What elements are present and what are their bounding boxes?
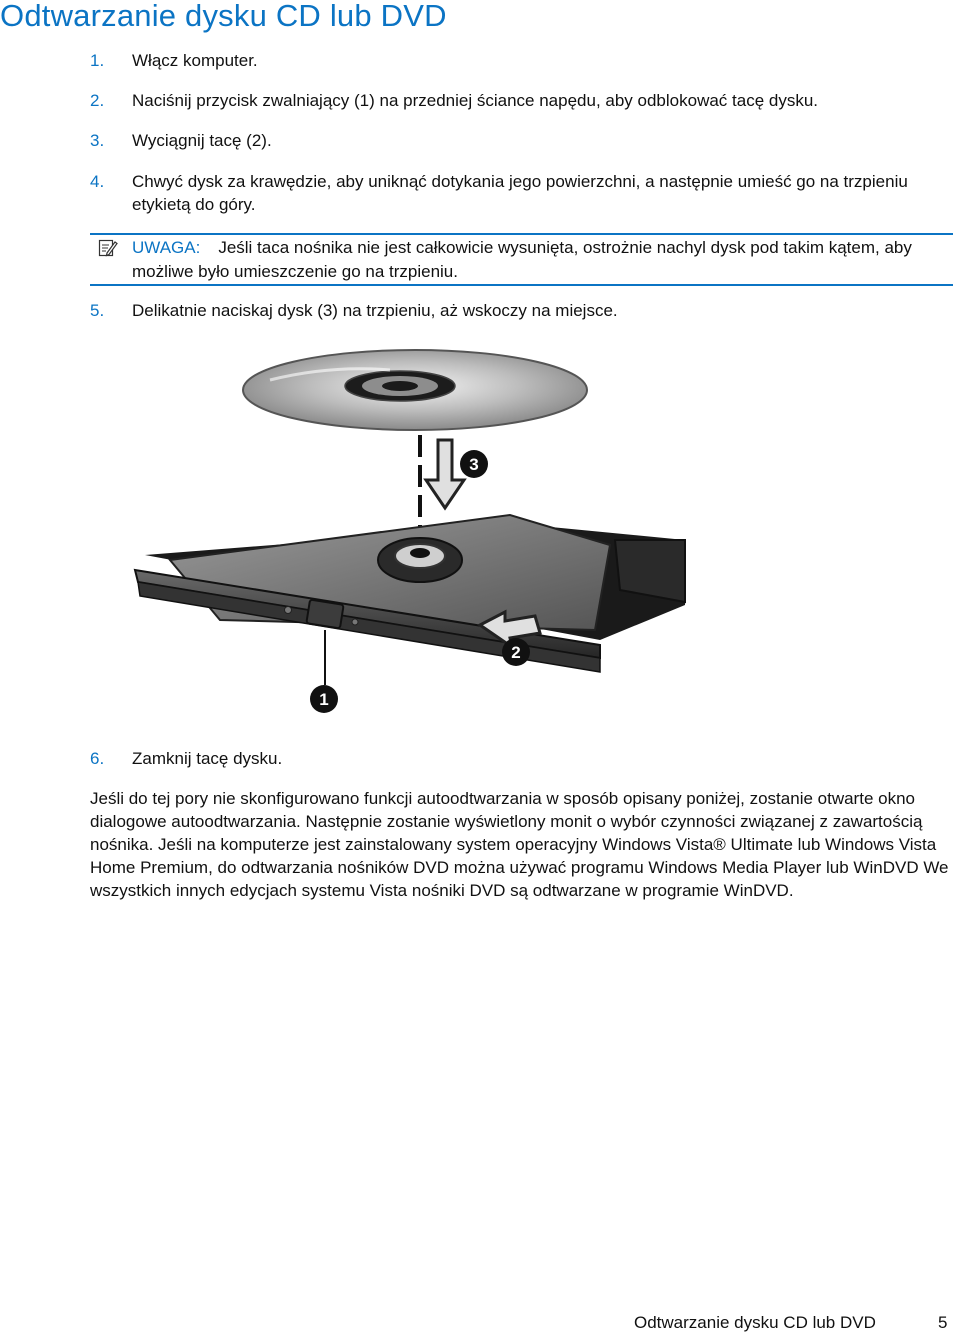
step-number: 1. [90, 51, 105, 70]
step-text: Włącz komputer. [132, 51, 258, 70]
step-4 [90, 170, 952, 216]
step-text: Chwyć dysk za krawędzie, aby uniknąć dotykania jego powierzchni, a następnie umieść go na trzpieniu etykietą do góry. [132, 172, 908, 214]
note-label: UWAGA: [132, 238, 201, 257]
callout-3-label: 3 [469, 455, 479, 474]
step-1 [90, 49, 952, 72]
step-2 [90, 89, 952, 112]
step-number: 5. [90, 301, 105, 320]
footer-section-title: Odtwarzanie dysku CD lub DVD [634, 1313, 876, 1332]
drive-body [135, 515, 685, 672]
callout-2-label: 2 [511, 643, 521, 662]
autoplay-paragraph: Jeśli do tej pory nie skonfigurowano funkcji autoodtwarzania w sposób opisany poniżej, zostanie otwarte okno dialogowe autoodtwarzania. Następnie zostanie wyświetlony monit o wybór czynności związanej z zawartością nośnika. Jeśli na komputerze jest zainstalowany system operacyjny Windows Vista® Ultimate lub Windows Vista Home Premium, do odtwarzania nośników DVD można używać programu Windows Media Player lub WinDVD We wszystkich innych edycjach systemu Vista nośniki DVD są odtwarzane w programie WinDVD. [90, 789, 949, 900]
optical-drive-illustration [130, 340, 695, 720]
step-number: 4. [90, 172, 105, 191]
step-text: Delikatnie naciskaj dysk (3) na trzpieniu, aż wskoczy na miejsce. [132, 301, 618, 320]
callout-1-label: 1 [319, 690, 329, 709]
step-text: Wyciągnij tacę (2). [132, 131, 272, 150]
callout-1 [310, 685, 338, 713]
note-body: Jeśli taca nośnika nie jest całkowicie wysunięta, ostrożnie nachyl dysk pod takim kątem, aby możliwe było umieszczenie go na trzpieniu. [132, 238, 912, 281]
note-pencil-icon [98, 238, 118, 258]
note-box [90, 233, 953, 286]
step-text: Zamknij tacę dysku. [132, 749, 283, 768]
footer-page-number: 5 [938, 1313, 948, 1332]
step-5 [90, 299, 952, 322]
callout-2 [502, 638, 530, 666]
page-title: Odtwarzanie dysku CD lub DVD [0, 0, 447, 33]
step-number: 2. [90, 91, 105, 110]
callout-3 [460, 450, 488, 478]
arrow-down-icon [426, 440, 464, 508]
step-3 [90, 129, 952, 152]
step-number: 6. [90, 749, 105, 768]
step-number: 3. [90, 131, 105, 150]
step-text: Naciśnij przycisk zwalniający (1) na przedniej ściance napędu, aby odblokować tacę dysku. [132, 91, 819, 110]
step-6 [90, 747, 952, 770]
note-text [132, 236, 952, 284]
disc [243, 350, 587, 430]
